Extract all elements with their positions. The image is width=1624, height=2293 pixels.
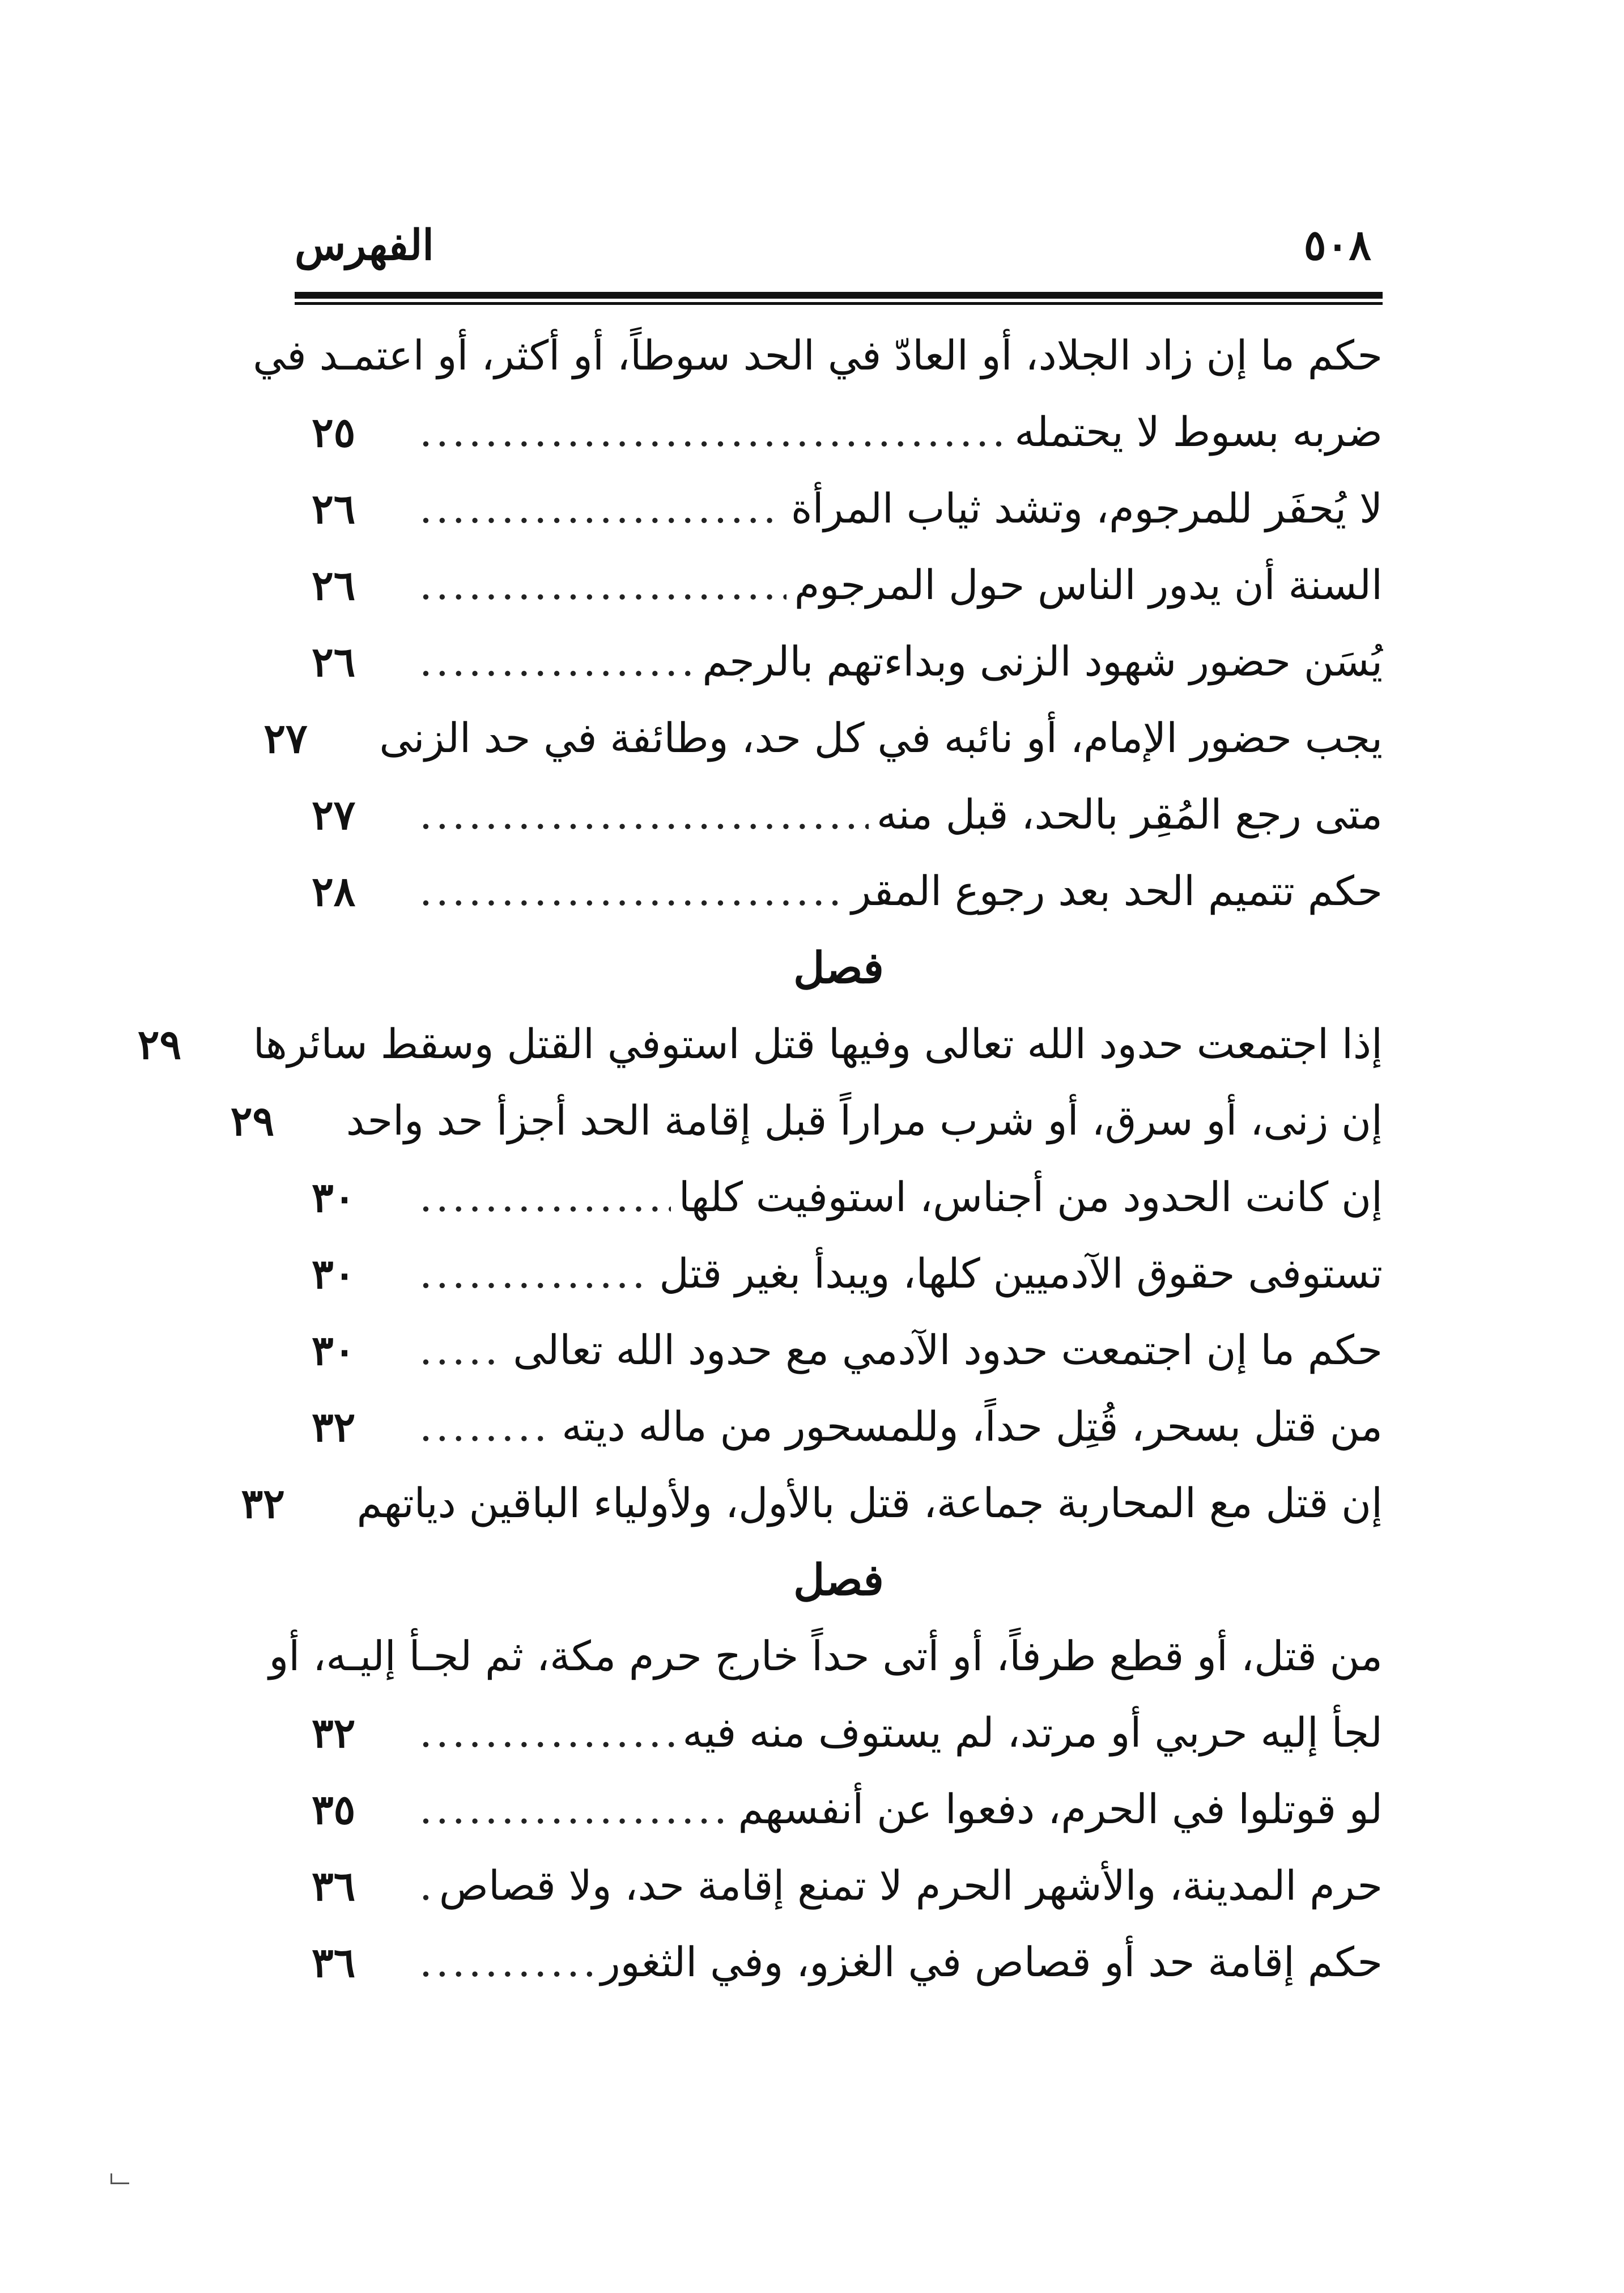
entry-page-number: ٢٩ [137, 1020, 182, 1068]
entry-page-number: ٣٠ [312, 1250, 356, 1298]
index-entry [137, 1006, 1383, 1082]
dot-leader [419, 1388, 554, 1465]
entry-page-number: ٢٧ [263, 714, 308, 762]
index-entry [295, 1312, 1383, 1388]
entry-title: إن كانت الحدود من أجناس، استوفيت كلها [678, 1173, 1383, 1221]
entry-title: من قتل، أو قطع طرفاً، أو أتى حداً خارج حرم مكة، ثم لجـأ إليـه، أو [269, 1632, 1383, 1680]
entry-title: حكم ما إن اجتمعت حدود الآدمي مع حدود الله تعالى [513, 1326, 1383, 1374]
entry-page-number: ٢٦ [312, 485, 356, 533]
dot-leader [419, 1159, 671, 1235]
entry-title: إن زنى، أو سرق، أو شرب مراراً قبل إقامة الحد أجزأ حد واحد [346, 1097, 1383, 1144]
entry-title: حكم إقامة حد أو قصاص في الغزو، وفي الثغور [600, 1938, 1383, 1986]
entry-page-number: ٢٨ [312, 867, 356, 915]
entry-title: لو قوتلوا في الحرم، دفعوا عن أنفسهم [738, 1785, 1383, 1833]
corner-mark [110, 2173, 129, 2184]
index-entry [295, 1235, 1383, 1312]
index-entry [230, 1082, 1383, 1159]
index-entry [295, 1388, 1383, 1465]
entry-title: لا يُحفَر للمرجوم، وتشد ثياب المرأة [790, 485, 1383, 532]
entry-page-number: ٣٦ [312, 1938, 356, 1986]
dot-leader [419, 394, 1006, 470]
entry-page-number: ٢٩ [230, 1097, 275, 1145]
dot-leader [419, 776, 869, 853]
header-page-number: ٥٠٨ [1303, 221, 1371, 270]
header-rule-thin [295, 302, 1383, 305]
dot-leader [419, 1848, 431, 1924]
index-entry [295, 623, 1383, 700]
entry-page-number: ٣٥ [312, 1785, 356, 1833]
entry-page-number: ٣٠ [312, 1173, 356, 1221]
header-double-rule [295, 292, 1383, 307]
running-header [295, 215, 1371, 283]
dot-leader [419, 470, 783, 547]
entry-title: متى رجع المُقِر بالحد، قبل منه [876, 791, 1383, 838]
entry-title: لجأ إليه حربي أو مرتد، لم يستوف منه فيه [682, 1709, 1383, 1756]
entry-title: إن قتل مع المحاربة جماعة، قتل بالأول، ولأولياء الباقين دياتهم [356, 1479, 1383, 1527]
entry-title: من قتل بسحر، قُتِل حداً، وللمسحور من ماله ديته [562, 1403, 1383, 1450]
entry-page-number: ٢٦ [312, 561, 356, 609]
entry-page-number: ٢٥ [312, 408, 356, 456]
dot-leader [419, 853, 843, 929]
index-entry [241, 1465, 1383, 1542]
dot-leader [419, 1924, 593, 2001]
index-entry [295, 776, 1383, 853]
header-rule-thick [295, 292, 1383, 299]
index-entry [295, 853, 1383, 929]
dot-leader [419, 1695, 675, 1771]
entry-page-number: ٣٢ [312, 1709, 356, 1757]
entry-title: حكم ما إن زاد الجلاد، أو العادّ في الحد سوطاً، أو أكثر، أو اعتمـد في [253, 332, 1383, 379]
entry-page-number: ٣٦ [312, 1862, 356, 1910]
index-entry [295, 1848, 1383, 1924]
section-heading: فصل [793, 1555, 884, 1605]
entry-title: يُسَن حضور شهود الزنى وبداءتهم بالرجم [702, 638, 1383, 685]
index-entry [295, 1159, 1383, 1235]
section-heading: فصل [793, 942, 884, 993]
entry-title: إذا اجتمعت حدود الله تعالى وفيها قتل استوفي القتل وسقط سائرها [253, 1020, 1383, 1068]
index-entry [295, 547, 1383, 623]
dot-leader [419, 547, 787, 623]
entry-page-number: ٣٢ [312, 1403, 356, 1451]
index-entry [295, 1924, 1383, 2001]
entry-page-number: ٢٧ [312, 791, 356, 839]
entry-page-number: ٣٠ [312, 1326, 356, 1374]
index-entry [295, 394, 1383, 470]
index-entry [295, 1771, 1383, 1848]
entry-title: حرم المدينة، والأشهر الحرم لا تمنع إقامة حد، ولا قصاص [439, 1862, 1383, 1909]
index-entry-continued [253, 317, 1383, 394]
index-entry [263, 700, 1383, 776]
entry-title: يجب حضور الإمام، أو نائبه في كل حد، وطائفة في حد الزنى [379, 714, 1383, 762]
entry-title: السنة أن يدور الناس حول المرجوم [794, 561, 1383, 609]
entry-title: حكم تتميم الحد بعد رجوع المقر [851, 867, 1383, 915]
dot-leader [419, 623, 694, 700]
entry-title: تستوفى حقوق الآدميين كلها، ويبدأ بغير قتل [659, 1250, 1383, 1297]
dot-leader [419, 1235, 651, 1312]
index-entry [295, 470, 1383, 547]
dot-leader [419, 1771, 730, 1848]
entry-page-number: ٣٢ [241, 1479, 285, 1527]
header-title: الفهرس [295, 221, 434, 270]
index-list [137, 317, 1383, 2001]
index-entry [295, 1695, 1383, 1771]
entry-page-number: ٢٦ [312, 638, 356, 686]
index-entry-continued [269, 1618, 1383, 1695]
dot-leader [419, 1312, 505, 1388]
entry-title: ضربه بسوط لا يحتمله [1014, 408, 1383, 456]
